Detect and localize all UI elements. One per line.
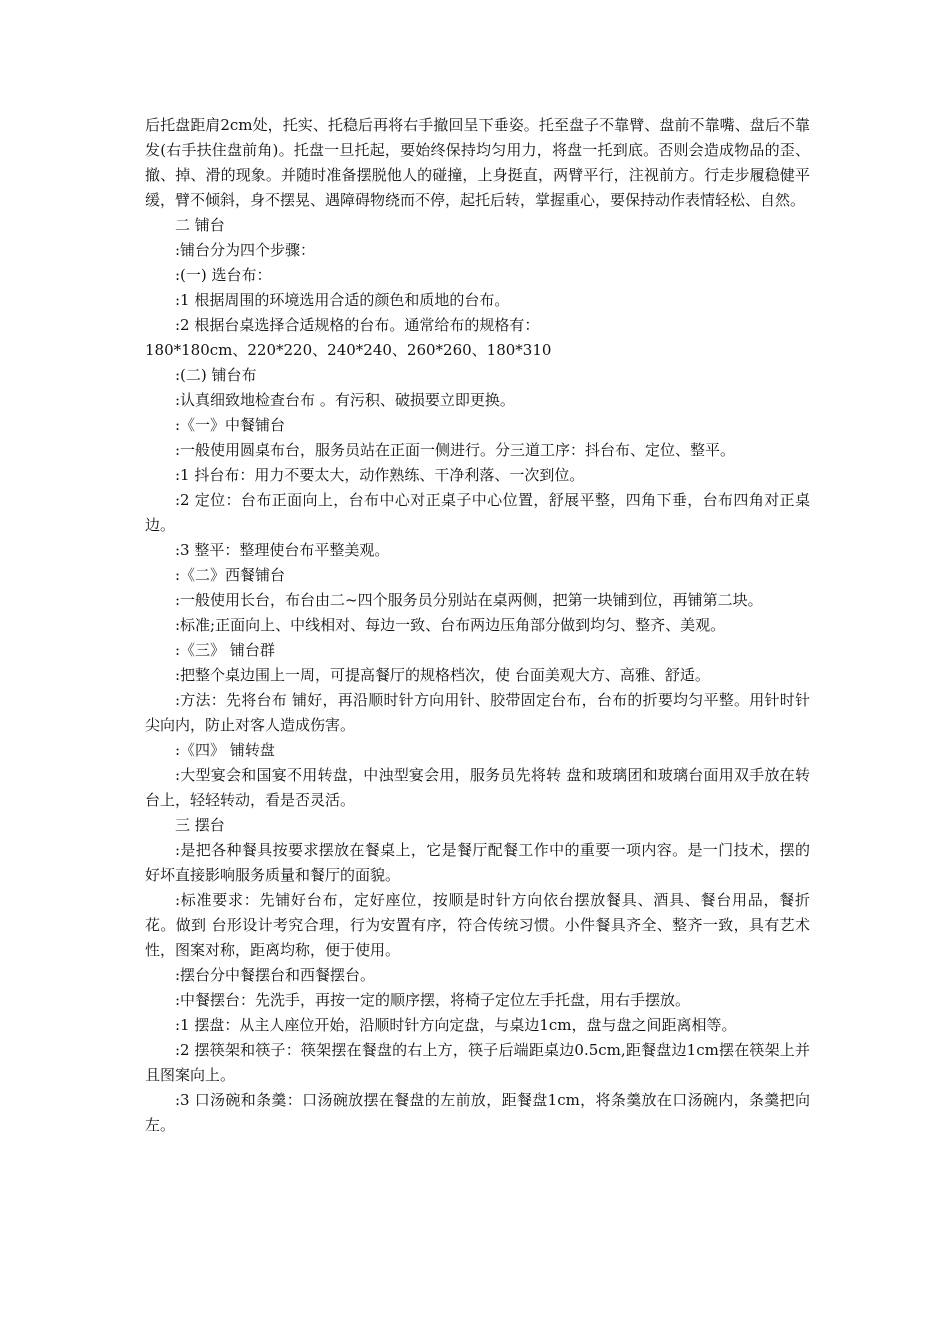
paragraph-7: 180*180cm、220*220、240*240、260*260、180*310 (145, 341, 552, 359)
paragraph-27: :中餐摆台：先洗手，再按一定的顺序摆，将椅子定位左手托盘，用右手摆放。 (175, 991, 691, 1009)
section-heading-3: 三 摆台 (175, 816, 225, 834)
document-page (145, 113, 810, 1138)
paragraph-14: :3 整平：整理使台布平整美观。 (175, 541, 390, 559)
paragraph-4: :(一) 选台布： (175, 266, 272, 284)
paragraph-26: :摆台分中餐摆台和西餐摆台。 (175, 966, 376, 984)
paragraph-29: :2 摆筷架和筷子：筷架摆在餐盘的右上方，筷子后端距桌边0.5cm,距餐盘边1cm摆在筷架上并且图案向上。 (145, 1041, 810, 1084)
paragraph-6: :2 根据台桌选择合适规格的台布。通常给布的规格有： (175, 316, 540, 334)
paragraph-11: :一般使用圆桌布台，服务员站在正面一侧进行。分三道工序：抖台布、定位、整平。 (175, 441, 736, 459)
paragraph-30: :3 口汤碗和条羹：口汤碗放摆在餐盘的左前放，距餐盘1cm，将条羹放在口汤碗内，条羹把向左。 (145, 1091, 810, 1134)
paragraph-20: :方法：先将台布 铺好，再沿顺时针方向用针、胶带固定台布，台布的折要均匀平整。用针时针尖向内，防止对客人造成伤害。 (145, 691, 810, 734)
paragraph-24: :是把各种餐具按要求摆放在餐桌上，它是餐厅配餐工作中的重要一项内容。是一门技术，摆的好坏直接影响服务质量和餐厅的面貌。 (145, 841, 810, 884)
paragraph-8: :(二) 铺台布 (175, 366, 257, 384)
paragraph-25: :标准要求：先铺好台布，定好座位，按顺是时针方向依台摆放餐具、酒具、餐台用品，餐折花。做到 台形设计考究合理，行为安置有序，符合传统习惯。小件餐具齐全、整齐一致，具有艺术性，图案对称，距离均称，便于使用。 (145, 891, 810, 959)
paragraph-1: 后托盘距肩2cm处，托实、托稳后再将右手撤回呈下垂姿。托至盘子不靠臂、盘前不靠嘴、盘后不靠发(右手扶住盘前角)。托盘一旦托起，要始终保持均匀用力，将盘一托到底。否则会造成物品的歪、撤、掉、滑的现象。并随时准备摆脱他人的碰撞，上身挺直，两臂平行，注视前方。行走步履稳健平缓，臂不倾斜，身不摆晃、遇障碍物绕而不停，起托后转，掌握重心，要保持动作表情轻松、自然。 (145, 116, 810, 209)
paragraph-10: :《一》中餐铺台 (175, 416, 286, 434)
paragraph-15: :《二》西餐铺台 (175, 566, 286, 584)
section-heading-2: 二 铺台 (175, 216, 225, 234)
paragraph-9: :认真细致地检查台布 。有污积、破损要立即更换。 (175, 391, 515, 409)
paragraph-18: :《三》 铺台群 (175, 641, 275, 659)
paragraph-13: :2 定位：台布正面向上，台布中心对正桌子中心位置，舒展平整，四角下垂，台布四角对正桌边。 (145, 491, 810, 534)
paragraph-19: :把整个桌边围上一周，可提高餐厅的规格档次，使 台面美观大方、高雅、舒适。 (175, 666, 710, 684)
paragraph-3: :铺台分为四个步骤： (175, 241, 316, 259)
paragraph-5: :1 根据周围的环境选用合适的颜色和质地的台布。 (175, 291, 510, 309)
paragraph-17: :标准;正面向上、中线相对、每边一致、台布两边压角部分做到均匀、整齐、美观。 (175, 616, 726, 634)
paragraph-12: :1 抖台布：用力不要太大，动作熟练、干净利落、一次到位。 (175, 466, 585, 484)
paragraph-21: :《四》 铺转盘 (175, 741, 275, 759)
paragraph-16: :一般使用长台，布台由二~四个服务员分别站在桌两侧，把第一块铺到位，再铺第二块。 (175, 591, 763, 609)
paragraph-28: :1 摆盘：从主人座位开始，沿顺时针方向定盘，与桌边1cm，盘与盘之间距离相等。 (175, 1016, 737, 1034)
paragraph-22: :大型宴会和国宴不用转盘，中浊型宴会用，服务员先将转 盘和玻璃团和玻璃台面用双手放在转台上，轻轻转动，看是否灵活。 (145, 766, 810, 809)
